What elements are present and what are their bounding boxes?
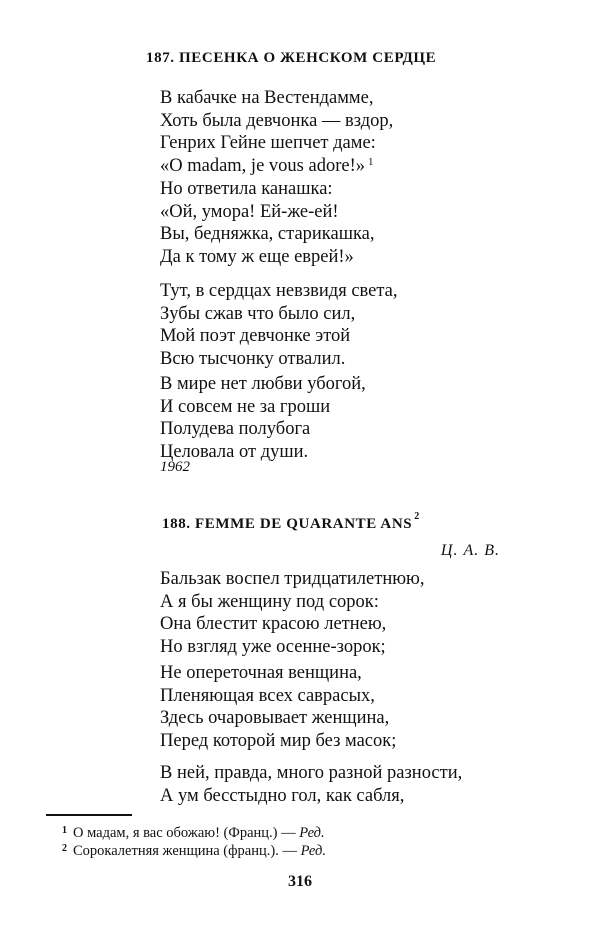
footnote-1 (62, 824, 326, 842)
poem-title-text: FEMME DE QUARANTE ANS (195, 516, 413, 532)
poem-187-stanza-4 (160, 373, 366, 463)
footnote-divider (46, 814, 132, 816)
verse-line: И совсем не за гроши (160, 396, 331, 417)
poem-188-stanza-1 (160, 568, 424, 658)
verse-line: В ней, правда, много разной разности, (160, 763, 463, 783)
verse-line: Но взгляд уже осенне-зорок; (160, 636, 386, 657)
verse-line: А я бы женщину под сорок: (160, 591, 379, 612)
verse-line: Тут, в сердцах невзвидя света, (160, 281, 398, 301)
verse-line: Хоть была девчонка — вздор, (160, 110, 394, 131)
poem-title-text: ПЕСЕНКА О ЖЕНСКОМ СЕРДЦЕ (179, 50, 437, 66)
poem-187-stanza-1 (160, 87, 393, 177)
verse-line: Зубы сжав что было сил, (160, 303, 356, 324)
verse-line: Перед которой мир без масок; (160, 730, 397, 751)
verse-line: В кабачке на Вестендамме, (160, 88, 374, 108)
verse-line: Не опереточная венщина, (160, 663, 362, 683)
verse-line: Целовала от души. (160, 441, 309, 462)
poem-188-title (162, 511, 420, 533)
verse-line: Здесь очаровывает женщина, (160, 708, 390, 728)
footnote-mark: 2 (62, 843, 67, 854)
poem-187-title (146, 50, 436, 67)
poem-188-stanza-3 (160, 762, 462, 807)
verse-line: Пленяющая всех саврасых, (160, 685, 375, 706)
footnote-2 (62, 842, 326, 860)
verse-line: Она блестит красою летнею, (160, 614, 387, 634)
verse-line: А ум бесстыдно гол, как сабля, (160, 785, 405, 806)
verse-line: Всю тысчонку отвалил. (160, 348, 346, 369)
verse-line: «Ой, умора! Ей-же-ей! (160, 201, 339, 222)
poem-number: 188. (162, 516, 191, 532)
verse-line: Мой поэт девчонке этой (160, 326, 351, 346)
verse-line: Генрих Гейне шепчет даме: (160, 133, 376, 153)
verse-line: Да к тому ж еще еврей!» (160, 246, 354, 267)
poem-187-stanza-3 (160, 280, 398, 370)
poem-188-stanza-2 (160, 662, 396, 752)
verse-line: «O madam, je vous adore!» (160, 155, 365, 176)
footnote-text: О мадам, я вас обожаю! (Франц.) — (73, 825, 296, 841)
poem-number: 187. (146, 50, 175, 66)
poem-187-year: 1962 (160, 459, 190, 475)
verse-line: Но ответила канашка: (160, 179, 333, 199)
footnote-editor: Ред. (299, 825, 325, 841)
verse-line: В мире нет любви убогой, (160, 374, 366, 394)
page-number: 316 (288, 873, 312, 890)
verse-line: Полудева полубога (160, 419, 311, 439)
verse-line: Бальзак воспел тридцатилетнюю, (160, 569, 425, 589)
verse-line-with-ref (160, 155, 393, 178)
poem-188-dedication: Ц. А. В. (440, 542, 500, 559)
poem-187-stanza-2 (160, 178, 375, 268)
footnote-mark: 1 (62, 825, 67, 836)
footnotes (62, 824, 326, 860)
footnote-editor: Ред. (300, 843, 326, 859)
verse-line: Вы, бедняжка, старикашка, (160, 224, 375, 244)
footnote-text: Сорокалетняя женщина (франц.). — (73, 843, 297, 859)
footnote-ref-1: 1 (367, 155, 374, 168)
footnote-ref-2: 2 (414, 511, 420, 522)
